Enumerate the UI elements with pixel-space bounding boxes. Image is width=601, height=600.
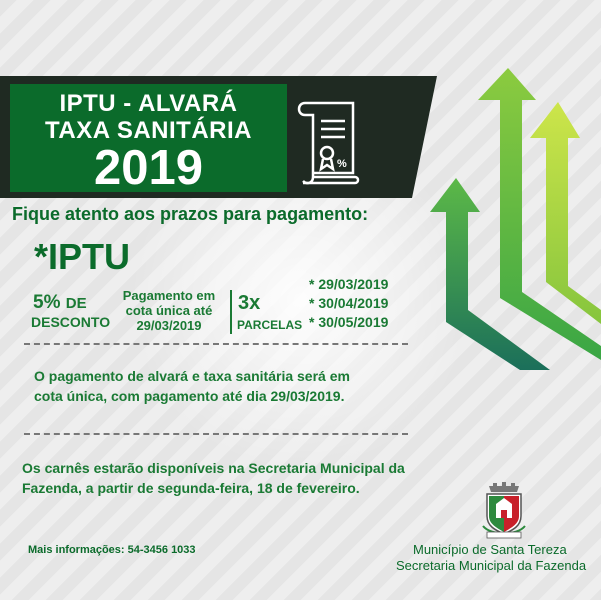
installments-count: 3x [238,292,261,314]
discount-de: DE [65,295,87,312]
svg-text:%: % [337,158,347,170]
installment-dates [309,275,388,332]
department-name: Secretaria Municipal da Fazenda [396,558,587,573]
dashed-divider-2 [24,433,408,435]
title-line-1: IPTU - ALVARÁ [59,90,238,117]
single-payment-text: Pagamento em cota única até 29/03/2019 [122,288,216,333]
iptu-heading: *IPTU [34,236,131,277]
contact-info: Mais informações: 54-3456 1033 [28,544,196,556]
scroll-document-seal-percent-icon [293,97,363,187]
discount-word: DESCONTO [31,314,111,330]
discount-percent-value: 5% [33,292,61,313]
installment-date-2: * 30/04/2019 [309,295,389,311]
municipal-coat-of-arms [479,482,529,540]
discount-percent [33,292,87,314]
title-line-2: TAXA SANITÁRIA [45,117,252,144]
installment-date-1: * 29/03/2019 [309,276,389,292]
dashed-divider-1 [24,343,408,345]
alvara-paragraph: O pagamento de alvará e taxa sanitária será em cota única, com pagamento até dia 29/03/2019. [34,368,350,404]
deadline-notice: Fique atento aos prazos para pagamento: [12,204,369,224]
municipality-name: Município de Santa Tereza [413,542,567,557]
installments-word: PARCELAS [237,318,303,332]
vertical-divider [230,290,232,334]
title-year: 2019 [93,141,203,195]
installment-date-3: * 30/05/2019 [309,314,389,330]
growth-arrows-icon [430,60,601,370]
carnes-paragraph: Os carnês estarão disponíveis na Secretaria Municipal da Fazenda, a partir de segunda-feira, 18 de fevereiro. [22,460,405,496]
